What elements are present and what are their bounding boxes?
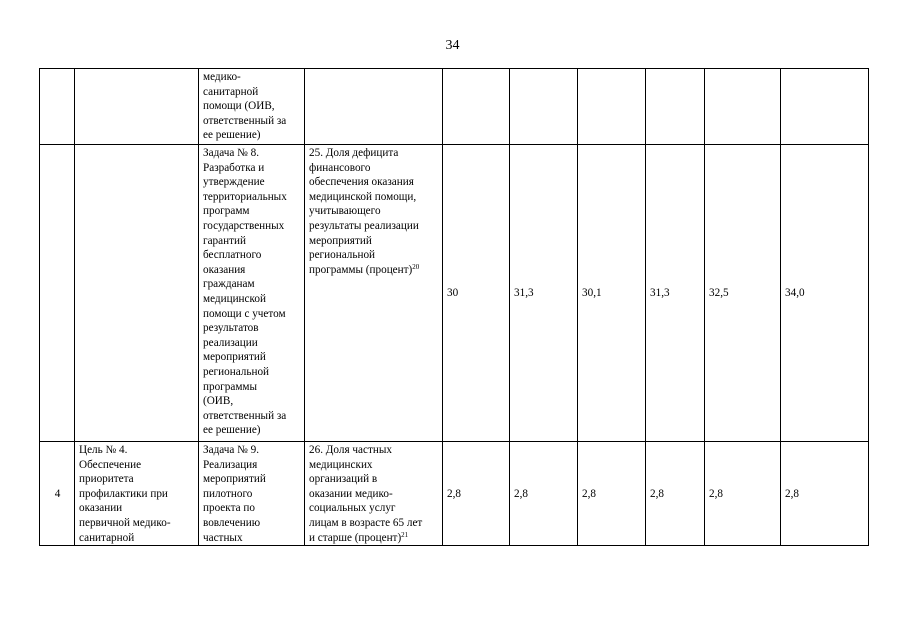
value-cell: 2,8 <box>443 442 510 546</box>
cell-line: Разработка и <box>203 161 265 174</box>
cell-line: программы <box>203 380 257 393</box>
cell-line: профилактики при <box>79 487 168 500</box>
cell-line: пилотного <box>203 487 253 500</box>
value-cell <box>646 69 705 145</box>
cell-line: финансового <box>309 161 371 174</box>
cell-line: организаций в <box>309 473 378 486</box>
value-cell <box>510 69 578 145</box>
cell-line: Задача № 8. <box>203 147 260 159</box>
cell-line: региональной <box>309 249 376 262</box>
value-cell <box>781 69 869 145</box>
row-number-cell <box>40 69 75 145</box>
cell-line: (ОИВ, <box>203 395 234 408</box>
indicator-cell <box>305 145 443 442</box>
cell-line: реализации <box>203 336 258 349</box>
cell-line: помощи (ОИВ, <box>203 100 275 113</box>
row-number-cell: 4 <box>40 442 75 546</box>
cell-line: региональной <box>203 365 270 378</box>
value-cell: 2,8 <box>781 442 869 546</box>
goal-cell <box>75 69 199 145</box>
table-row <box>40 69 869 145</box>
task-cell <box>199 145 305 442</box>
goal-cell <box>75 442 199 546</box>
cell-line: программ <box>203 205 250 218</box>
cell-line: территориальных <box>203 190 287 203</box>
cell-line: медицинской помощи, <box>309 190 417 203</box>
indicator-cell <box>305 442 443 546</box>
cell-line: ее решение) <box>203 424 261 437</box>
value-cell <box>705 69 781 145</box>
cell-line: санитарной <box>203 85 259 98</box>
cell-line: ее решение) <box>203 129 261 142</box>
cell-line: медико- <box>203 71 241 83</box>
cell-line: социальных услуг <box>309 502 396 515</box>
value-cell: 34,0 <box>781 145 869 442</box>
value-cell <box>578 69 646 145</box>
cell-line: медицинских <box>309 458 373 471</box>
cell-line: обеспечения оказания <box>309 176 414 189</box>
page-number: 34 <box>445 38 460 53</box>
cell-line: ответственный за <box>203 409 287 422</box>
cell-line: и старше (процент)$^{21}$ <box>309 530 409 544</box>
cell-line: Реализация <box>203 458 258 471</box>
task-cell <box>199 442 305 546</box>
cell-line: утверждение <box>203 176 265 189</box>
cell-line: Задача № 9. <box>203 444 260 456</box>
value-cell: 30 <box>443 145 510 442</box>
footnote-ref: 21 <box>401 530 409 539</box>
cell-line: мероприятий <box>203 473 266 486</box>
cell-line: санитарной <box>79 531 135 544</box>
cell-line: гражданам <box>203 278 255 291</box>
cell-line: 25. Доля дефицита <box>309 147 399 159</box>
value-cell: 31,3 <box>510 145 578 442</box>
cell-line: программы (процент)$^{20}$ <box>309 262 420 276</box>
cell-line: оказании медико- <box>309 487 393 500</box>
value-cell: 30,1 <box>578 145 646 442</box>
value-cell: 2,8 <box>646 442 705 546</box>
cell-line: учитывающего <box>309 205 381 218</box>
goal-cell <box>75 145 199 442</box>
cell-line: вовлечению <box>203 516 261 529</box>
value-cell: 31,3 <box>646 145 705 442</box>
indicator-cell <box>305 69 443 145</box>
task-cell <box>199 69 305 145</box>
cell-line: приоритета <box>79 473 134 486</box>
cell-line: бесплатного <box>203 249 262 262</box>
cell-line: лицам в возрасте 65 лет <box>309 516 423 529</box>
cell-line: медицинской <box>203 292 266 305</box>
cell-line: государственных <box>203 219 285 232</box>
cell-line: гарантий <box>203 234 246 247</box>
cell-line: Цель № 4. <box>79 444 128 456</box>
value-cell: 2,8 <box>705 442 781 546</box>
table-row <box>40 442 869 546</box>
cell-line: помощи с учетом <box>203 307 286 320</box>
cell-line: ответственный за <box>203 114 287 127</box>
cell-line: мероприятий <box>309 234 372 247</box>
cell-line: оказания <box>203 263 246 276</box>
cell-line: мероприятий <box>203 351 266 364</box>
row-number-cell <box>40 145 75 442</box>
indicators-table <box>39 68 869 546</box>
value-cell: 32,5 <box>705 145 781 442</box>
cell-line: результатов <box>203 322 259 335</box>
cell-line: частных <box>203 531 243 544</box>
table-row <box>40 145 869 442</box>
footnote-ref: 20 <box>412 262 420 271</box>
cell-line: 26. Доля частных <box>309 444 392 456</box>
cell-line: результаты реализации <box>309 219 419 232</box>
value-cell <box>443 69 510 145</box>
cell-line: оказании <box>79 502 123 515</box>
value-cell: 2,8 <box>510 442 578 546</box>
value-cell: 2,8 <box>578 442 646 546</box>
cell-line: Обеспечение <box>79 458 142 471</box>
cell-line: первичной медико- <box>79 516 171 529</box>
cell-line: проекта по <box>203 502 255 515</box>
